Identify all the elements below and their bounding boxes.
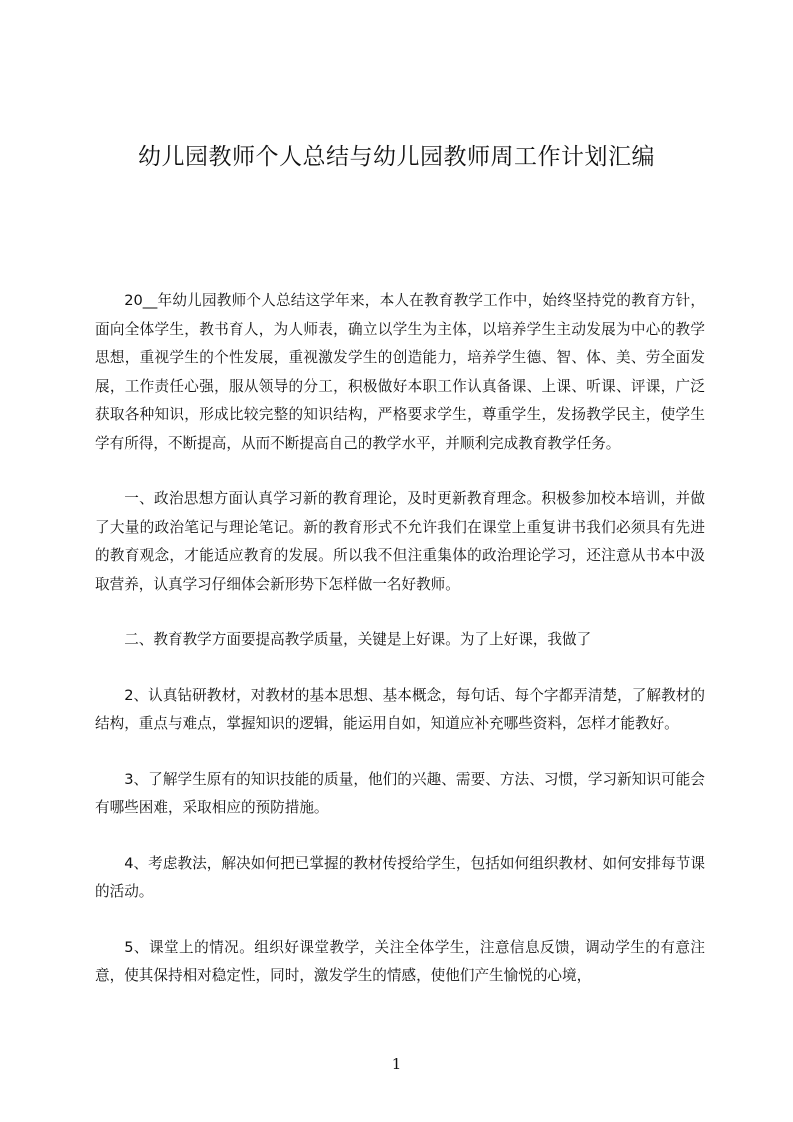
paragraph-item-3: 3、了解学生原有的知识技能的质量，他们的兴趣、需要、方法、习惯，学习新知识可能会有哪些困难，采取相应的预防措施。 [95,770,705,816]
paragraph-item-5: 5、课堂上的情况。组织好课堂教学，关注全体学生，注意信息反馈，调动学生的有意注意，使其保持相对稳定性，同时，激发学生的情感，使他们产生愉悦的心境， [95,938,705,984]
document-title: 幼儿园教师个人总结与幼儿园教师周工作计划汇编 [138,144,655,170]
page-number: 1 [391,1055,402,1073]
document-body [95,287,705,1018]
paragraph-item-2: 2、认真钻研教材，对教材的基本思想、基本概念，每句话、每个字都弄清楚，了解教材的结构，重点与难点，掌握知识的逻辑，能运用自如，知道应补充哪些资料，怎样才能教好。 [95,686,705,732]
paragraph-teaching-heading: 二、教育教学方面要提高教学质量，关键是上好课。为了上好课，我做了 [124,631,592,648]
paragraph-intro: 20__年幼儿园教师个人总结这学年来，本人在教育教学工作中，始终坚持党的教育方针，面向全体学生，教书育人，为人师表，确立以学生为主体，以培养学生主动发展为中心的教学思想，重视学生的个性发展，重视激发学生的创造能力，培养学生德、智、体、美、劳全面发展，工作责任心强，服从领导的分工，积极做好本职工作认真备课、上课、听课、评课，广泛获取各种知识，形成比较完整的知识结构，严格要求学生，尊重学生，发扬教学民主，使学生学有所得，不断提高，从而不断提高自己的教学水平，并顺利完成教育教学任务。 [95,292,705,452]
paragraph-item-4: 4、考虑教法，解决如何把已掌握的教材传授给学生，包括如何组织教材、如何安排每节课的活动。 [95,854,705,900]
paragraph-political-thought: 一、政治思想方面认真学习新的教育理论，及时更新教育理念。积极参加校本培训，并做了大量的政治笔记与理论笔记。新的教育形式不允许我们在课堂上重复讲书我们必须具有先进的教育观念，才能适应教育的发展。所以我不但注重集体的政治理论学习，还注意从书本中汲取营养，认真学习仔细体会新形势下怎样做一名好教师。 [95,490,705,593]
